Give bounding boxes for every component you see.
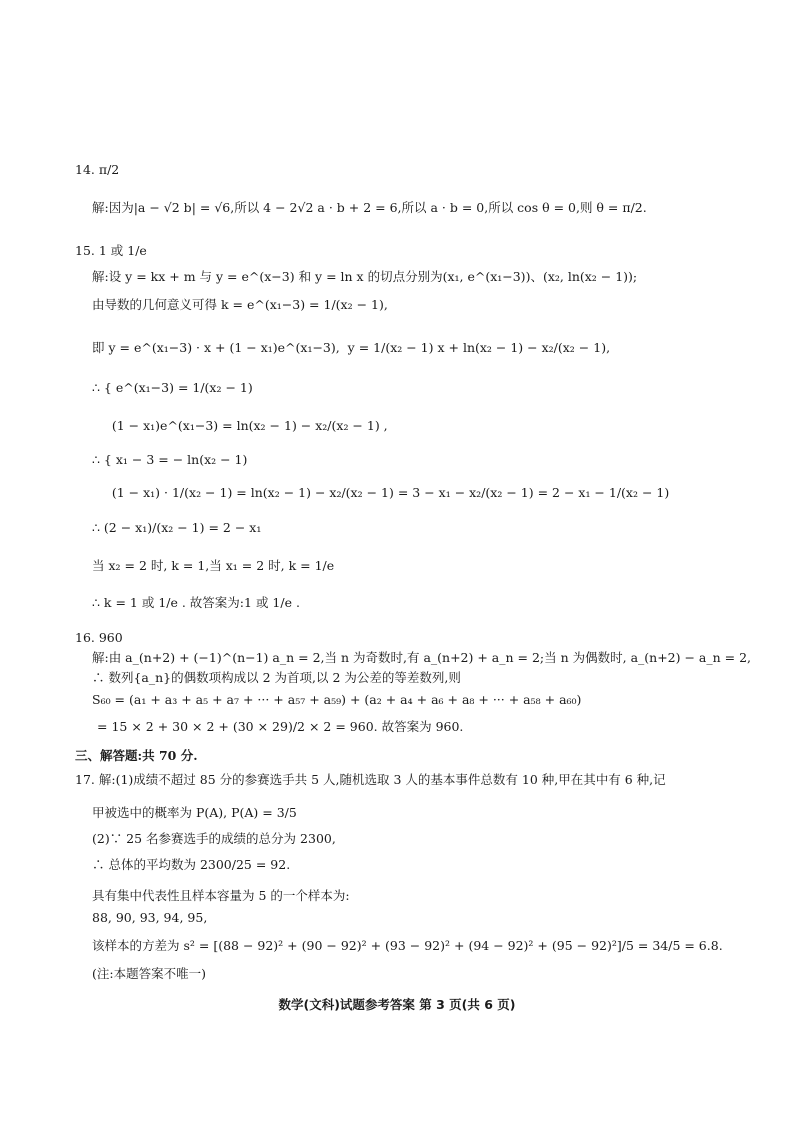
text-line: 由导数的几何意义可得 k = e^(x₁−3) = 1/(x₂ − 1),	[92, 297, 388, 312]
text-line: = 15 × 2 + 30 × 2 + (30 × 29)/2 × 2 = 960. 故答案为 960.	[97, 719, 464, 734]
text-line: ∴ { e^(x₁−3) = 1/(x₂ − 1)	[92, 380, 253, 395]
text-line: ∴ k = 1 或 1/e . 故答案为:1 或 1/e .	[92, 595, 300, 610]
text-line: 解:由 a_(n+2) + (−1)^(n−1) a_n = 2,当 n 为奇数时,有 a_(n+2) + a_n = 2;当 n 为偶数时, a_(n+2) − a_n = 2,	[92, 650, 752, 665]
text-line: 具有集中代表性且样本容量为 5 的一个样本为:	[92, 888, 350, 903]
text-line: (2)∵ 25 名参赛选手的成绩的总分为 2300,	[92, 831, 336, 846]
text-line: ∴ (2 − x₁)/(x₂ − 1) = 2 − x₁	[92, 520, 262, 535]
text-line: ∴ 总体的平均数为 2300/25 = 92.	[92, 857, 291, 872]
text-line: 17. 解:(1)成绩不超过 85 分的参赛选手共 5 人,随机选取 3 人的基本事件总数有 10 种,甲在其中有 6 种,记	[75, 772, 666, 787]
text-line: S₆₀ = (a₁ + a₃ + a₅ + a₇ + ··· + a₅₇ + a₅₉) + (a₂ + a₄ + a₆ + a₈ + ··· + a₅₈ + a₆₀)	[92, 692, 582, 707]
text-line: 88, 90, 93, 94, 95,	[92, 910, 208, 925]
text-line: 14. π/2	[75, 162, 120, 177]
text-line: 甲被选中的概率为 P(A), P(A) = 3/5	[92, 805, 297, 820]
text-line: 解:因为|a − √2 b| = √6,所以 4 − 2√2 a · b + 2 = 6,所以 a · b = 0,所以 cos θ = 0,则 θ = π/2.	[92, 200, 647, 215]
text-line: (1 − x₁)e^(x₁−3) = ln(x₂ − 1) − x₂/(x₂ − 1) ,	[92, 418, 388, 433]
section-heading: 三、解答题:共 70 分.	[75, 748, 198, 763]
text-line: 15. 1 或 1/e	[75, 243, 147, 258]
text-line: 该样本的方差为 s² = [(88 − 92)² + (90 − 92)² + (93 − 92)² + (94 − 92)² + (95 − 92)²]/5 = 34/5 = 6.8.	[92, 938, 723, 953]
text-line: 即 y = e^(x₁−3) · x + (1 − x₁)e^(x₁−3), y = 1/(x₂ − 1) x + ln(x₂ − 1) − x₂/(x₂ − 1),	[92, 340, 611, 355]
text-line: ∴ { x₁ − 3 = − ln(x₂ − 1)	[92, 452, 248, 467]
page-footer: 数学(文科)试题参考答案 第 3 页(共 6 页)	[278, 997, 516, 1012]
text-line: (1 − x₁) · 1/(x₂ − 1) = ln(x₂ − 1) − x₂/(x₂ − 1) = 3 − x₁ − x₂/(x₂ − 1) = 2 − x₁ − 1/(x₂ − 1)	[92, 485, 670, 500]
text-line: 当 x₂ = 2 时, k = 1,当 x₁ = 2 时, k = 1/e	[92, 558, 335, 573]
text-line: 16. 960	[75, 630, 123, 645]
text-line: ∴ 数列{a_n}的偶数项构成以 2 为首项,以 2 为公差的等差数列,则	[92, 670, 461, 685]
text-line: 解:设 y = kx + m 与 y = e^(x−3) 和 y = ln x 的切点分别为(x₁, e^(x₁−3))、(x₂, ln(x₂ − 1));	[92, 269, 638, 284]
text-line: (注:本题答案不唯一)	[92, 966, 206, 981]
